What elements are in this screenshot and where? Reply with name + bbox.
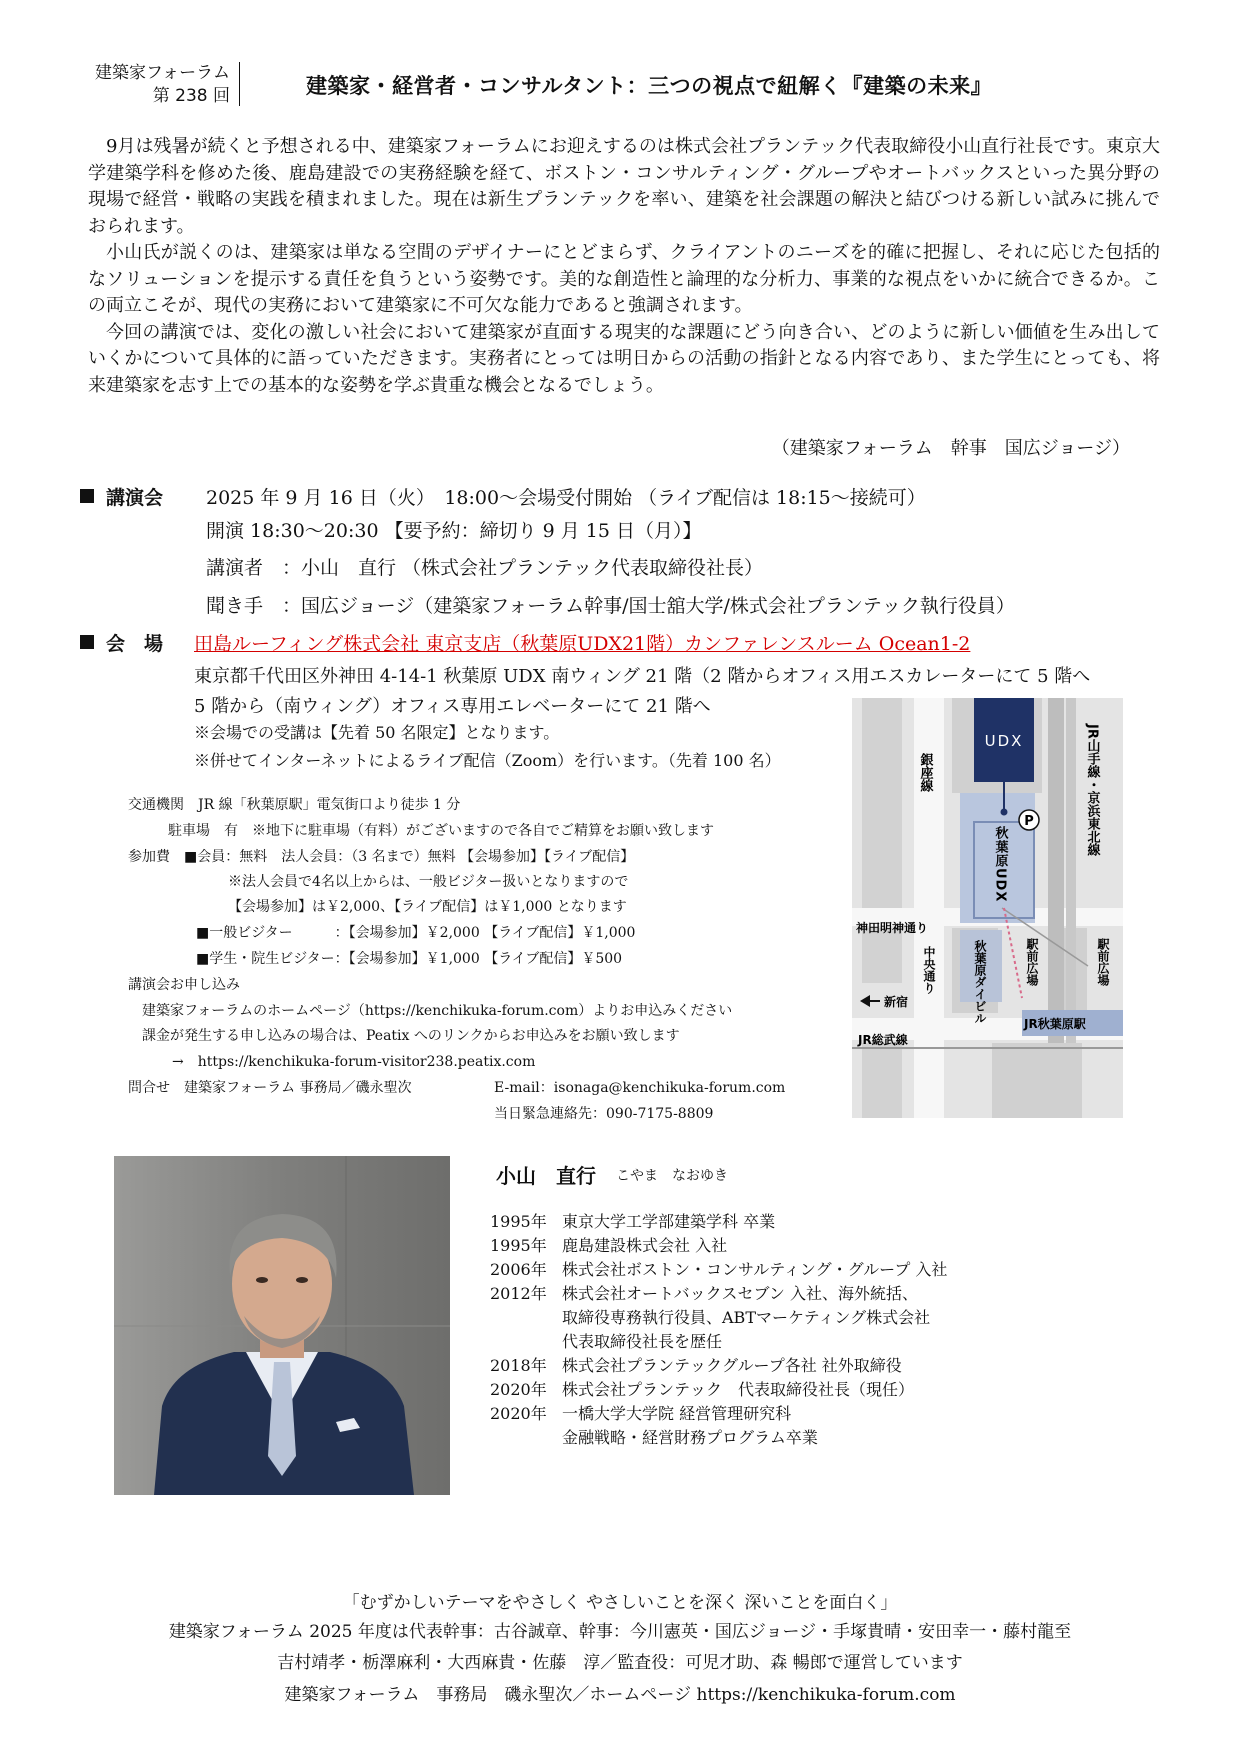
fee-visitor: ■一般ビジター ：【会場参加】￥2,000 【ライブ配信】￥1,000 bbox=[196, 925, 636, 941]
venue-name-link[interactable]: 田島ルーフィング株式会社 東京支店（秋葉原UDX21階）カンファレンスルーム Ocean1-2 bbox=[194, 633, 971, 655]
fee-note: ※法人会員で4名以上からは、一般ビジター扱いとなりますので bbox=[228, 874, 629, 890]
contact-email[interactable]: E-mail：isonaga@kenchikuka-forum.com bbox=[494, 1080, 786, 1096]
map-label-sobu: JR総武線 bbox=[858, 1033, 908, 1047]
map-label-kanda: 神田明神通り bbox=[856, 921, 929, 935]
lecture-time: 開演 18:30～20:30 【要予約：締切り 9 月 15 日（月）】 bbox=[206, 520, 702, 542]
footer-organizers: 建築家フォーラム 2025 年度は代表幹事：古谷誠章、幹事：今川憲英・国広ジョージ・手塚貴晴・安田幸一・藤村龍至 bbox=[168, 1622, 1072, 1642]
map-label-udx: UDX bbox=[984, 732, 1024, 750]
intro-paragraph: 今回の講演では、変化の激しい社会において建築家が直面する現実的な課題にどう向き合い、どのように新しい価値を生み出していくかについて具体的に語っていただきます。実務者にとっては明日からの活動の指針となる内容であり、また学生にとっても、将来建築家を志す上での基本的な姿勢を学ぶ貴重な機会となるでしょう。 bbox=[88, 321, 1160, 396]
speaker-name: 小山 直行 bbox=[496, 1164, 596, 1188]
career-text: 株式会社プランテックグループ各社 社外取締役 bbox=[562, 1356, 902, 1375]
intro-signature: （建築家フォーラム 幹事 国広ジョージ） bbox=[771, 438, 1130, 459]
career-text: 株式会社プランテック 代表取締役社長（現任） bbox=[562, 1380, 915, 1399]
fee-student: ■学生・院生ビジター：【会場参加】￥1,000 【ライブ配信】￥500 bbox=[196, 951, 623, 967]
map-label-parking: P bbox=[1024, 814, 1034, 829]
series-name: 建築家フォーラム bbox=[95, 63, 230, 83]
speaker-name-kana: こやま なおゆき bbox=[616, 1168, 728, 1184]
career-year: 1995年 bbox=[490, 1212, 547, 1231]
apply-peatix-note: 課金が発生する申し込みの場合は、Peatix へのリンクからお申込みをお願い致します bbox=[142, 1028, 680, 1044]
map-label-jr-yamanote: JR山手線・京浜東北線 bbox=[1084, 724, 1100, 856]
venue-map bbox=[852, 698, 1123, 1118]
venue-address-2: 5 階から（南ウィング）オフィス専用エレベーターにて 21 階へ bbox=[194, 696, 711, 717]
career-text: 代表取締役社長を歴任 bbox=[562, 1332, 723, 1351]
map-label-chuo: 中央通り bbox=[922, 946, 936, 994]
apply-heading: 講演会お申し込み bbox=[128, 977, 240, 993]
map-label-jr-akihabara: JR秋葉原駅 bbox=[1024, 1017, 1086, 1031]
career-year: 1995年 bbox=[490, 1236, 547, 1255]
intro-paragraph: 小山氏が説くのは、建築家は単なる空間のデザイナーにとどまらず、クライアントのニーズを的確に把握し、それに応じた包括的なソリューションを提示する責任を負うという姿勢です。美的な創造性と論理的な分析力、事業的な視点をいかに統合できるか。この両立こそが、現代の実務において建築家に不可欠な能力であると強調されます。 bbox=[88, 242, 1161, 316]
lecture-heading bbox=[80, 483, 163, 510]
emergency-contact: 当日緊急連絡先：090-7175-8809 bbox=[494, 1106, 714, 1122]
career-text: 一橋大学大学院 経営管理研究科 bbox=[562, 1404, 792, 1423]
map-label-ekimae-2: 駅前広場 bbox=[1096, 938, 1110, 986]
map-label-daibiru: 秋葉原ダイビル bbox=[973, 940, 987, 1024]
lecture-date: 2025 年 9 月 16 日（火） 18:00～会場受付開始 （ライブ配信は 18:15～接続可） bbox=[206, 487, 926, 509]
footer-office: 建築家フォーラム 事務局 磯永聖次／ホームページ https://kenchikuka-forum.com bbox=[284, 1685, 956, 1705]
career-year: 2020年 bbox=[490, 1404, 547, 1423]
fee-note-2: 【会場参加】は￥2,000、【ライブ配信】は￥1,000 となります bbox=[228, 899, 627, 915]
parking-info: 駐車場 有 ※地下に駐車場（有料）がございますので各自でご精算をお願い致します bbox=[168, 823, 714, 839]
header-divider bbox=[239, 62, 240, 106]
contact-info: 問合せ 建築家フォーラム 事務局／磯永聖次 bbox=[128, 1080, 412, 1096]
footer-organizers-2: 吉村靖孝・栃澤麻利・大西麻貴・佐藤 淳／監査役：可児才助、森 暢郎で運営しています bbox=[277, 1653, 963, 1673]
venue-address: 東京都千代田区外神田 4-14-1 秋葉原 UDX 南ウィング 21 階（2 階からオフィス用エスカレーターにて 5 階へ bbox=[194, 666, 1091, 687]
venue-heading bbox=[80, 629, 163, 656]
lecture-interviewer: 聞き手 ：国広ジョージ（建築家フォーラム幹事/国士舘大学/株式会社プランテック執行役員） bbox=[206, 595, 1015, 617]
square-bullet-icon bbox=[80, 489, 94, 503]
venue-note-2: ※併せてインターネットによるライブ配信（Zoom）を行います。（先着 100 名） bbox=[194, 751, 781, 770]
square-bullet-icon bbox=[80, 635, 94, 649]
career-text: 鹿島建設株式会社 入社 bbox=[562, 1236, 728, 1255]
speaker-photo bbox=[114, 1156, 450, 1495]
career-text: 金融戦略・経営財務プログラム卒業 bbox=[562, 1428, 818, 1447]
forum-series-label bbox=[60, 62, 230, 108]
venue-note: ※会場での受講は【先着 50 名限定】となります。 bbox=[194, 723, 560, 742]
series-number: 第 238 回 bbox=[152, 86, 230, 106]
lecture-heading-label: 講演会 bbox=[106, 487, 164, 509]
peatix-link[interactable]: → https://kenchikuka-forum-visitor238.peatix.com bbox=[172, 1054, 536, 1070]
career-year: 2020年 bbox=[490, 1380, 547, 1399]
map-label-ekimae: 駅前広場 bbox=[1025, 938, 1039, 986]
transport-info: 交通機関 JR 線「秋葉原駅」電気街口より徒歩 1 分 bbox=[128, 797, 461, 813]
career-text: 株式会社ボストン・コンサルティング・グループ 入社 bbox=[562, 1260, 948, 1279]
intro-text bbox=[88, 134, 1160, 399]
map-label-ginza: 銀座線 bbox=[917, 753, 933, 792]
career-year: 2018年 bbox=[490, 1356, 547, 1375]
map-label-shinjuku: 新宿 bbox=[884, 995, 909, 1009]
fee-members: 参加費 ■会員：無料 法人会員：（3 名まで）無料 【会場参加】【ライブ配信】 bbox=[128, 849, 635, 865]
venue-heading-label: 会 場 bbox=[106, 633, 164, 655]
career-year: 2012年 bbox=[490, 1284, 547, 1303]
lecture-speaker: 講演者 ：小山 直行 （株式会社プランテック代表取締役社長） bbox=[206, 557, 764, 579]
career-year: 2006年 bbox=[490, 1260, 547, 1279]
apply-instruction: 建築家フォーラムのホームページ（https://kenchikuka-forum.com）よりお申込みください bbox=[142, 1003, 733, 1019]
career-text: 取締役専務執行役員、ABTマーケティング株式会社 bbox=[562, 1308, 931, 1327]
page-title: 建築家・経営者・コンサルタント：三つの視点で紐解く『建築の未来』 bbox=[306, 74, 993, 98]
career-text: 株式会社オートバックスセブン 入社、海外統括、 bbox=[562, 1284, 918, 1303]
footer-motto: 「むずかしいテーマをやさしく やさしいことを深く 深いことを面白く」 bbox=[342, 1593, 898, 1613]
map-label-akihabara-udx: 秋葉原UDX bbox=[992, 826, 1008, 903]
career-text: 東京大学工学部建築学科 卒業 bbox=[562, 1212, 776, 1231]
intro-paragraph: 9月は残暑が続くと予想される中、建築家フォーラムにお迎えするのは株式会社プランテック代表取締役小山直行社長です。東京大学建築学科を修めた後、鹿島建設での実務経験を経て、ボストン・コンサルティング・グループやオートバックスといった異分野の現場で経営・戦略の実践を積まれました。現在は新生プランテックを率い、建築を社会課題の解決と結びつける新しい試みに挑んでおられます。 bbox=[88, 136, 1160, 237]
